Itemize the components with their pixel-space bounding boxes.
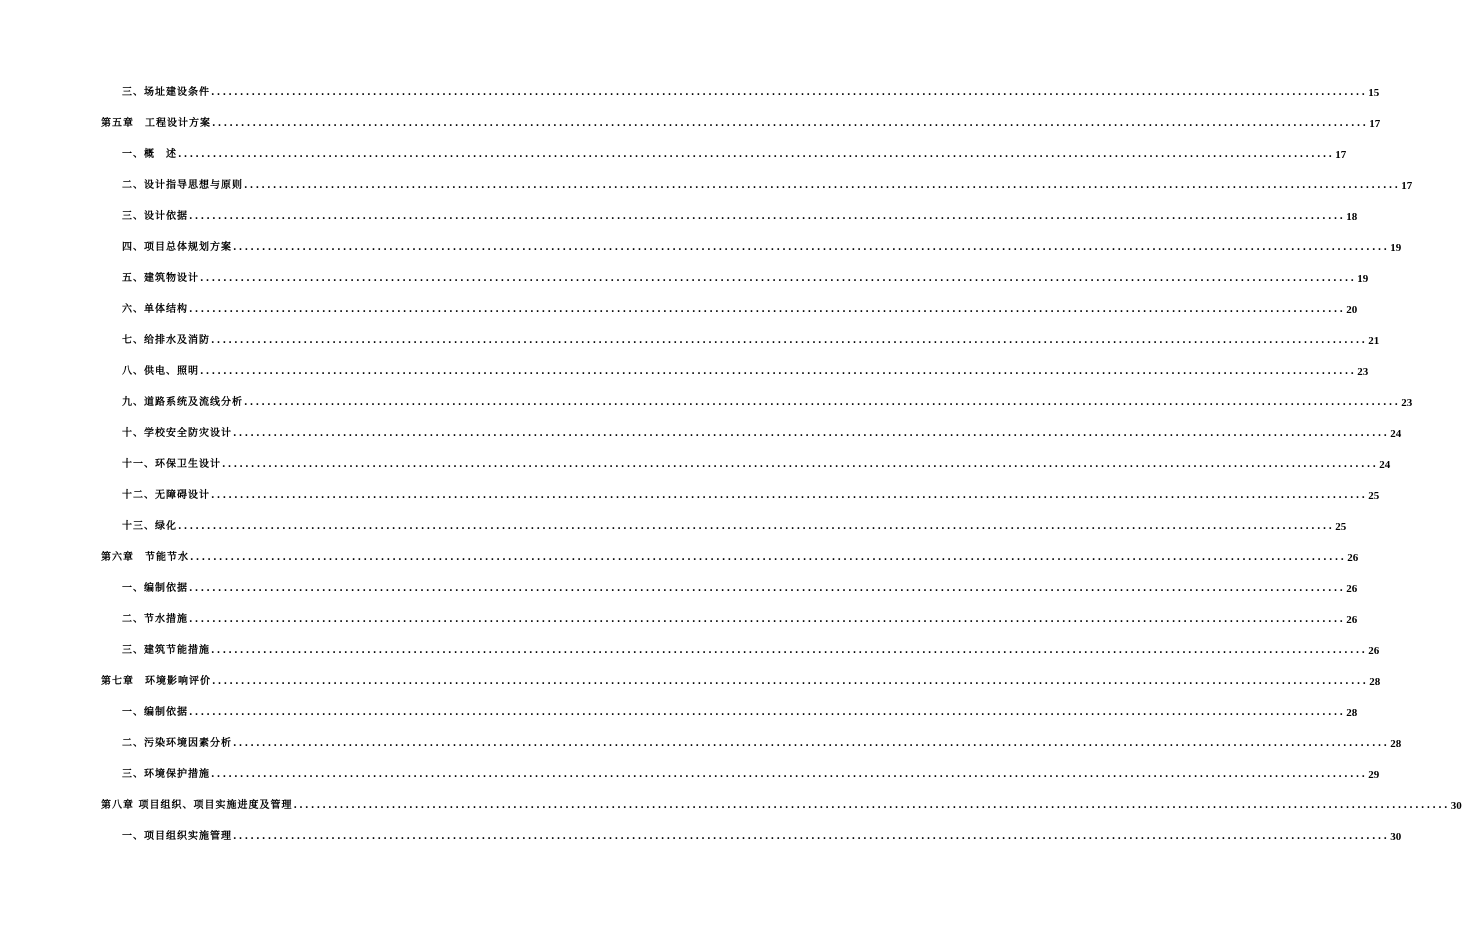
toc-entry-title: 八、供电、照明 [122, 365, 199, 377]
toc-dot-leader: ........................................................................................................................................................................................................ [222, 458, 1379, 470]
toc-entry-title: 一、概 述 [122, 148, 177, 160]
toc-page-number: 28 [1346, 706, 1358, 719]
toc-entry-line [122, 148, 1347, 162]
toc-entry-line [122, 768, 1380, 782]
toc-page-number: 17 [1369, 117, 1381, 130]
toc-entry-title: 十一、环保卫生设计 [122, 458, 221, 470]
toc-dot-leader: ........................................................................................................................................................................................................ [211, 334, 1368, 346]
toc-entry-line [101, 675, 1381, 689]
toc-page-number: 17 [1401, 179, 1413, 192]
toc-section-entry[interactable] [0, 170, 1413, 201]
toc-dot-leader: ........................................................................................................................................................................................................ [212, 675, 1369, 687]
toc-entry-line [101, 551, 1359, 565]
toc-entry-title: 第七章 环境影响评价 [101, 675, 211, 687]
toc-page-number: 24 [1390, 427, 1402, 440]
toc-entry-line [122, 179, 1413, 193]
toc-page-number: 15 [1368, 86, 1380, 99]
toc-dot-leader: ........................................................................................................................................................................................................ [212, 117, 1369, 129]
toc-entry-line [122, 458, 1391, 472]
toc-chapter-entry[interactable] [0, 108, 1381, 139]
toc-dot-leader: ........................................................................................................................................................................................................ [233, 737, 1390, 749]
toc-page-number: 26 [1347, 551, 1359, 564]
toc-section-entry[interactable] [0, 77, 1380, 108]
toc-entry-title: 三、建筑节能措施 [122, 644, 210, 656]
toc-dot-leader: ........................................................................................................................................................................................................ [211, 489, 1368, 501]
toc-entry-line [122, 241, 1402, 255]
toc-dot-leader: ........................................................................................................................................................................................................ [190, 551, 1347, 563]
toc-entry-line [122, 644, 1380, 658]
toc-entry-title: 第八章 项目组织、项目实施进度及管理 [101, 799, 293, 811]
toc-entry-line [122, 365, 1369, 379]
toc-dot-leader: ........................................................................................................................................................................................................ [189, 303, 1346, 315]
toc-entry-title: 四、项目总体规划方案 [122, 241, 232, 253]
toc-dot-leader: ........................................................................................................................................................................................................ [233, 427, 1390, 439]
toc-entry-title: 二、污染环境因素分析 [122, 737, 232, 749]
toc-entry-title: 一、编制依据 [122, 582, 188, 594]
toc-section-entry[interactable] [0, 697, 1358, 728]
toc-entry-title: 二、设计指导思想与原则 [122, 179, 243, 191]
toc-page-number: 19 [1390, 241, 1402, 254]
toc-section-entry[interactable] [0, 201, 1358, 232]
toc-page-number: 30 [1390, 830, 1402, 843]
toc-entry-title: 第六章 节能节水 [101, 551, 189, 563]
toc-entry-title: 十二、无障碍设计 [122, 489, 210, 501]
toc-dot-leader: ........................................................................................................................................................................................................ [233, 241, 1390, 253]
toc-entry-title: 第五章 工程设计方案 [101, 117, 211, 129]
toc-entry-line [122, 613, 1358, 627]
toc-page-number: 23 [1357, 365, 1369, 378]
toc-entry-line [101, 799, 1462, 813]
toc-section-entry[interactable] [0, 387, 1413, 418]
toc-chapter-entry[interactable] [0, 790, 1462, 821]
toc-entry-line [122, 706, 1358, 720]
toc-section-entry[interactable] [0, 449, 1391, 480]
toc-section-entry[interactable] [0, 325, 1380, 356]
toc-section-entry[interactable] [0, 604, 1358, 635]
toc-page-number: 26 [1346, 613, 1358, 626]
toc-entry-title: 十三、绿化 [122, 520, 177, 532]
table-of-contents [0, 77, 1462, 852]
toc-page-number: 23 [1401, 396, 1413, 409]
toc-dot-leader: ........................................................................................................................................................................................................ [244, 396, 1401, 408]
toc-dot-leader: ........................................................................................................................................................................................................ [178, 520, 1335, 532]
toc-section-entry[interactable] [0, 573, 1358, 604]
toc-page-number: 25 [1335, 520, 1347, 533]
toc-section-entry[interactable] [0, 821, 1402, 852]
toc-dot-leader: ........................................................................................................................................................................................................ [211, 644, 1368, 656]
toc-entry-title: 九、道路系统及流线分析 [122, 396, 243, 408]
toc-dot-leader: ........................................................................................................................................................................................................ [211, 768, 1368, 780]
toc-entry-line [122, 303, 1358, 317]
toc-dot-leader: ........................................................................................................................................................................................................ [244, 179, 1401, 191]
toc-entry-line [122, 489, 1380, 503]
toc-section-entry[interactable] [0, 511, 1347, 542]
toc-section-entry[interactable] [0, 759, 1380, 790]
toc-section-entry[interactable] [0, 480, 1380, 511]
toc-chapter-entry[interactable] [0, 666, 1381, 697]
toc-entry-title: 七、给排水及消防 [122, 334, 210, 346]
toc-dot-leader: ........................................................................................................................................................................................................ [200, 272, 1357, 284]
toc-page-number: 28 [1390, 737, 1402, 750]
toc-entry-title: 五、建筑物设计 [122, 272, 199, 284]
toc-entry-line [122, 427, 1402, 441]
toc-dot-leader: ........................................................................................................................................................................................................ [293, 799, 1450, 811]
toc-entry-title: 二、节水措施 [122, 613, 188, 625]
toc-entry-title: 三、场址建设条件 [122, 86, 210, 98]
toc-entry-line [122, 582, 1358, 596]
toc-entry-title: 三、环境保护措施 [122, 768, 210, 780]
toc-dot-leader: ........................................................................................................................................................................................................ [189, 582, 1346, 594]
toc-dot-leader: ........................................................................................................................................................................................................ [189, 613, 1346, 625]
toc-dot-leader: ........................................................................................................................................................................................................ [200, 365, 1357, 377]
toc-entry-line [122, 737, 1402, 751]
toc-page-number: 30 [1450, 799, 1462, 812]
toc-page-number: 20 [1346, 303, 1358, 316]
toc-chapter-entry[interactable] [0, 542, 1359, 573]
toc-entry-line [122, 86, 1380, 100]
toc-page-number: 25 [1368, 489, 1380, 502]
toc-entry-line [101, 117, 1381, 131]
toc-section-entry[interactable] [0, 356, 1369, 387]
toc-section-entry[interactable] [0, 263, 1369, 294]
toc-entry-line [122, 210, 1358, 224]
toc-page-number: 21 [1368, 334, 1380, 347]
toc-dot-leader: ........................................................................................................................................................................................................ [233, 830, 1390, 842]
toc-section-entry[interactable] [0, 728, 1402, 759]
toc-dot-leader: ........................................................................................................................................................................................................ [178, 148, 1335, 160]
toc-page-number: 18 [1346, 210, 1358, 223]
toc-entry-title: 十、学校安全防灾设计 [122, 427, 232, 439]
toc-section-entry[interactable] [0, 635, 1380, 666]
toc-page-number: 29 [1368, 768, 1380, 781]
toc-entry-line [122, 396, 1413, 410]
toc-page-number: 19 [1357, 272, 1369, 285]
toc-entry-title: 一、编制依据 [122, 706, 188, 718]
toc-dot-leader: ........................................................................................................................................................................................................ [211, 86, 1368, 98]
toc-section-entry[interactable] [0, 294, 1358, 325]
toc-page-number: 24 [1379, 458, 1391, 471]
toc-page-number: 26 [1368, 644, 1380, 657]
toc-dot-leader: ........................................................................................................................................................................................................ [189, 210, 1346, 222]
toc-dot-leader: ........................................................................................................................................................................................................ [189, 706, 1346, 718]
toc-entry-line [122, 272, 1369, 286]
toc-section-entry[interactable] [0, 418, 1402, 449]
toc-entry-line [122, 520, 1347, 534]
toc-entry-title: 六、单体结构 [122, 303, 188, 315]
toc-entry-title: 三、设计依据 [122, 210, 188, 222]
toc-page-number: 28 [1369, 675, 1381, 688]
toc-entry-line [122, 830, 1402, 844]
toc-page-number: 17 [1335, 148, 1347, 161]
toc-entry-title: 一、项目组织实施管理 [122, 830, 232, 842]
toc-section-entry[interactable] [0, 232, 1402, 263]
toc-section-entry[interactable] [0, 139, 1347, 170]
toc-entry-line [122, 334, 1380, 348]
toc-page-number: 26 [1346, 582, 1358, 595]
